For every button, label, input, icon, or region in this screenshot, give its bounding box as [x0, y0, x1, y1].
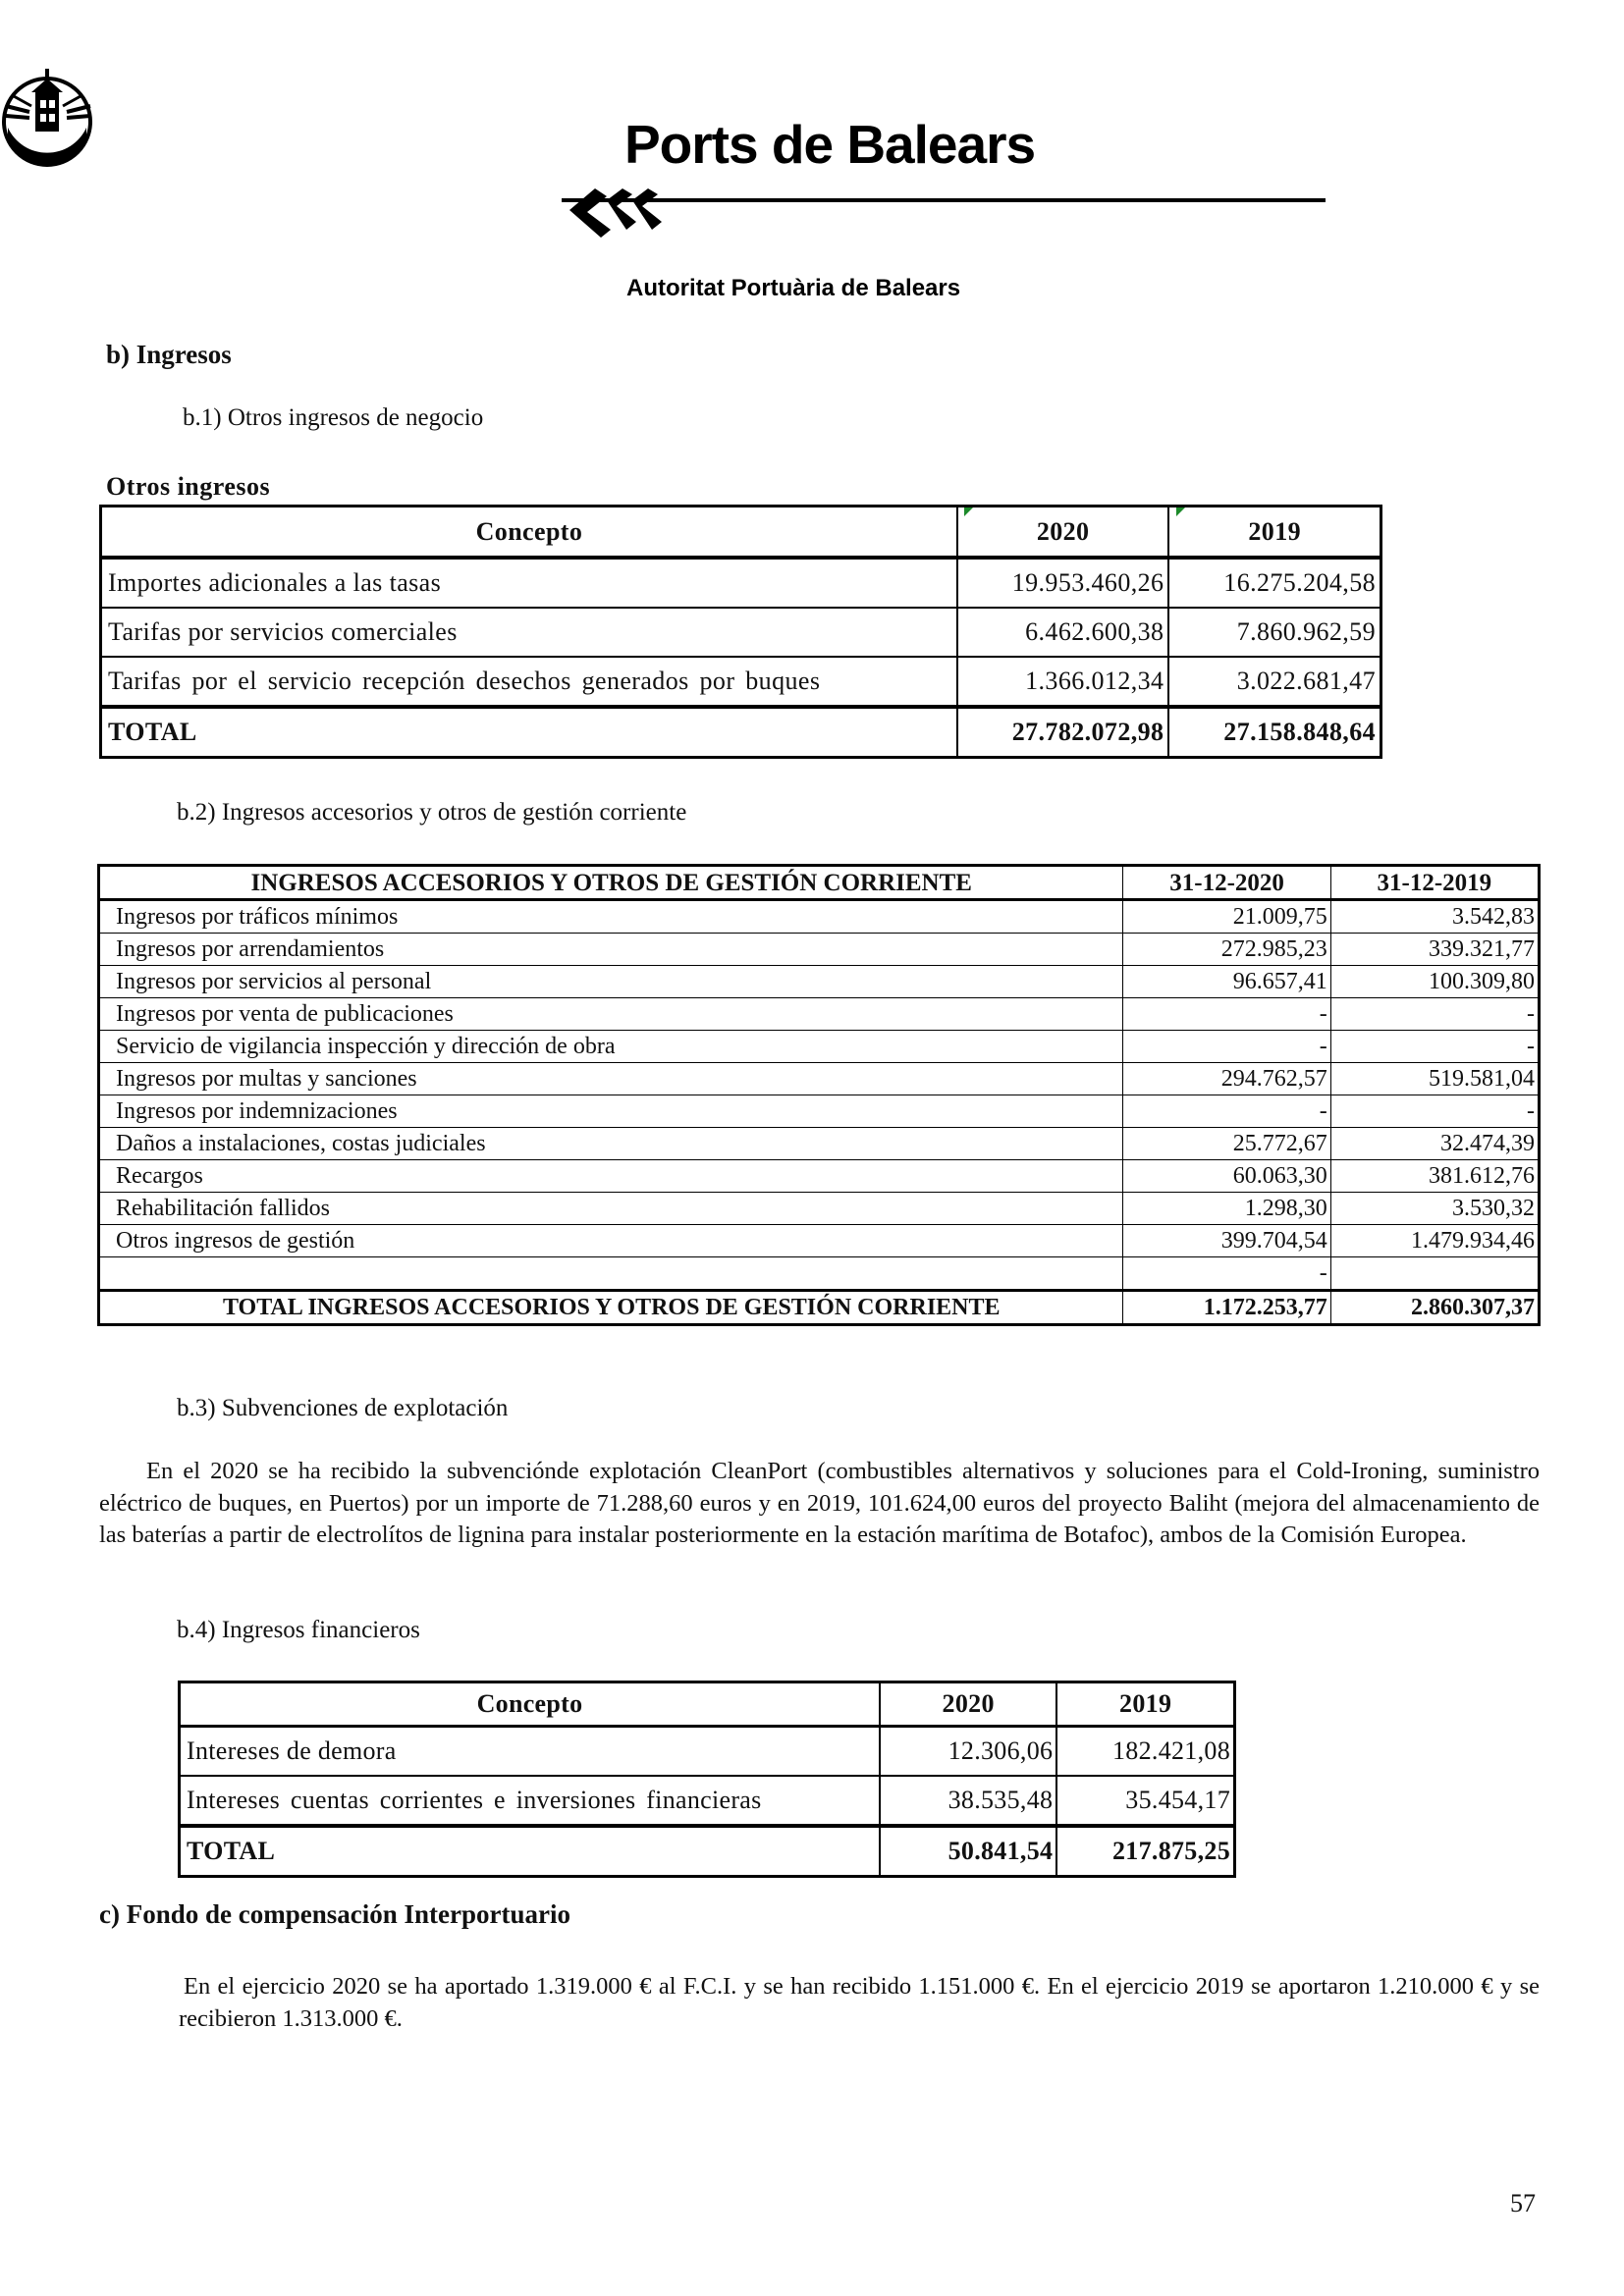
value-2020: 12.306,06 — [880, 1727, 1056, 1777]
value-2019: 3.022.681,47 — [1168, 657, 1380, 707]
header-2020: 31-12-2020 — [1123, 866, 1330, 900]
value-2020: 21.009,75 — [1123, 900, 1330, 934]
value-2020: 96.657,41 — [1123, 966, 1330, 998]
total-label: TOTAL — [180, 1826, 880, 1877]
table-row — [99, 966, 1540, 998]
total-label: TOTAL INGRESOS ACCESORIOS Y OTROS DE GESTIÓN CORRIENTE — [99, 1291, 1123, 1325]
value-2020: - — [1123, 998, 1330, 1031]
table-row — [101, 657, 1381, 707]
table-row — [99, 1257, 1540, 1291]
b2-title: b.2) Ingresos accesorios y otros de gestión corriente — [177, 799, 687, 826]
row-label: Recargos — [99, 1160, 1123, 1193]
ingresos-financieros-table — [178, 1681, 1236, 1878]
value-2019: 381.612,76 — [1330, 1160, 1539, 1193]
total-2020: 1.172.253,77 — [1123, 1291, 1330, 1325]
row-label — [99, 1257, 1123, 1291]
row-label: Ingresos por servicios al personal — [99, 966, 1123, 998]
value-2020: - — [1123, 1031, 1330, 1063]
table-row — [99, 934, 1540, 966]
table-row — [180, 1727, 1235, 1777]
header-concepto: Concepto — [180, 1682, 880, 1727]
row-label: Ingresos por arrendamientos — [99, 934, 1123, 966]
b1-title: b.1) Otros ingresos de negocio — [183, 404, 484, 431]
lighthouse-logo-icon — [2, 67, 92, 169]
cell-marker-icon — [1176, 507, 1185, 516]
row-label: Ingresos por tráficos mínimos — [99, 900, 1123, 934]
total-2019: 2.860.307,37 — [1330, 1291, 1539, 1325]
value-2020: 1.298,30 — [1123, 1193, 1330, 1225]
b3-paragraph: En el 2020 se ha recibido la subvencióndе explotación CleanPort (combustibles alternativos y soluciones para el Cold-Ironing, suministro eléctrico de buques, en Puertos) por un importe de 71.288,60 euros y en 2019, 101.624,00 euros del proyecto Baliht (mejora del almacenamiento de las baterías a partir de electrolítos de lignina para instalar posteriormente en la estación marítima de Botafoc), ambos de la Comisión Europea. — [99, 1458, 1540, 1548]
b4-title: b.4) Ingresos financieros — [177, 1617, 420, 1643]
otros-ingresos-table — [99, 505, 1382, 759]
section-b-title: b) Ingresos — [106, 340, 232, 369]
table-row — [180, 1776, 1235, 1826]
row-label: Intereses de demora — [180, 1727, 880, 1777]
value-2020: 1.366.012,34 — [957, 657, 1169, 707]
row-label: Intereses cuentas corrientes e inversiones financieras — [180, 1776, 880, 1826]
value-2020: - — [1123, 1257, 1330, 1291]
table-row — [99, 1128, 1540, 1160]
table-row — [99, 1031, 1540, 1063]
header-concepto: INGRESOS ACCESORIOS Y OTROS DE GESTIÓN CORRIENTE — [99, 866, 1123, 900]
total-2020: 50.841,54 — [880, 1826, 1056, 1877]
table-row — [101, 558, 1381, 608]
row-label: Daños a instalaciones, costas judiciales — [99, 1128, 1123, 1160]
total-row — [101, 707, 1381, 758]
waves-logo-icon — [568, 187, 687, 245]
value-2019: 1.479.934,46 — [1330, 1225, 1539, 1257]
row-label: Servicio de vigilancia inspección y dirección de obra — [99, 1031, 1123, 1063]
value-2019: 35.454,17 — [1056, 1776, 1234, 1826]
section-c-title: c) Fondo de compensación Interportuario — [99, 1899, 570, 1929]
table-row — [101, 608, 1381, 657]
table-row — [99, 998, 1540, 1031]
ingresos-accesorios-table — [97, 864, 1541, 1326]
table-row — [99, 1160, 1540, 1193]
table-header-row — [180, 1682, 1235, 1727]
header-2020: 2020 — [957, 507, 1169, 559]
value-2020: 60.063,30 — [1123, 1160, 1330, 1193]
row-label: Rehabilitación fallidos — [99, 1193, 1123, 1225]
value-2019: 519.581,04 — [1330, 1063, 1539, 1095]
b3-title: b.3) Subvenciones de explotación — [177, 1395, 509, 1421]
authority-name: Autoritat Portuària de Balears — [626, 275, 961, 301]
header-concepto: Concepto — [101, 507, 957, 559]
table-row — [99, 1095, 1540, 1128]
value-2020: 6.462.600,38 — [957, 608, 1169, 657]
table1-caption: Otros ingresos — [106, 472, 271, 501]
header-2019: 2019 — [1168, 507, 1380, 559]
header-2020: 2020 — [880, 1682, 1056, 1727]
header-2019: 2019 — [1056, 1682, 1234, 1727]
value-2019: - — [1330, 1031, 1539, 1063]
table-header-row — [101, 507, 1381, 559]
value-2019: 100.309,80 — [1330, 966, 1539, 998]
value-2020: 38.535,48 — [880, 1776, 1056, 1826]
brand-name: Ports de Balears — [624, 114, 1036, 175]
value-2019: - — [1330, 1095, 1539, 1128]
page-number: 57 — [1510, 2189, 1536, 2217]
row-label: Tarifas por servicios comerciales — [101, 608, 957, 657]
cell-marker-icon — [964, 507, 973, 516]
row-label: Tarifas por el servicio recepción desechos generados por buques — [101, 657, 957, 707]
value-2019: 182.421,08 — [1056, 1727, 1234, 1777]
row-label: Ingresos por venta de publicaciones — [99, 998, 1123, 1031]
value-2020: 294.762,57 — [1123, 1063, 1330, 1095]
table-header-row — [99, 866, 1540, 900]
value-2020: 399.704,54 — [1123, 1225, 1330, 1257]
total-2019: 27.158.848,64 — [1168, 707, 1380, 758]
value-2020: 19.953.460,26 — [957, 558, 1169, 608]
total-row — [99, 1291, 1540, 1325]
table-row — [99, 1225, 1540, 1257]
row-label: Ingresos por multas y sanciones — [99, 1063, 1123, 1095]
row-label: Importes adicionales a las tasas — [101, 558, 957, 608]
value-2019 — [1330, 1257, 1539, 1291]
section-c-paragraph: En el ejercicio 2020 se ha aportado 1.319.000 € al F.C.I. y se han recibido 1.151.000 €. En el ejercicio 2019 se aportaron 1.210.000 € y se recibieron 1.313.000 €. — [179, 1973, 1540, 2032]
value-2019: 339.321,77 — [1330, 934, 1539, 966]
table-row — [99, 1063, 1540, 1095]
value-2019: 3.530,32 — [1330, 1193, 1539, 1225]
value-2020: 272.985,23 — [1123, 934, 1330, 966]
value-2019: 7.860.962,59 — [1168, 608, 1380, 657]
value-2019: 3.542,83 — [1330, 900, 1539, 934]
total-row — [180, 1826, 1235, 1877]
total-2020: 27.782.072,98 — [957, 707, 1169, 758]
table-row — [99, 900, 1540, 934]
total-label: TOTAL — [101, 707, 957, 758]
value-2019: 32.474,39 — [1330, 1128, 1539, 1160]
value-2019: 16.275.204,58 — [1168, 558, 1380, 608]
row-label: Otros ingresos de gestión — [99, 1225, 1123, 1257]
total-2019: 217.875,25 — [1056, 1826, 1234, 1877]
value-2020: - — [1123, 1095, 1330, 1128]
row-label: Ingresos por indemnizaciones — [99, 1095, 1123, 1128]
value-2019: - — [1330, 998, 1539, 1031]
table-row — [99, 1193, 1540, 1225]
header-2019: 31-12-2019 — [1330, 866, 1539, 900]
value-2020: 25.772,67 — [1123, 1128, 1330, 1160]
